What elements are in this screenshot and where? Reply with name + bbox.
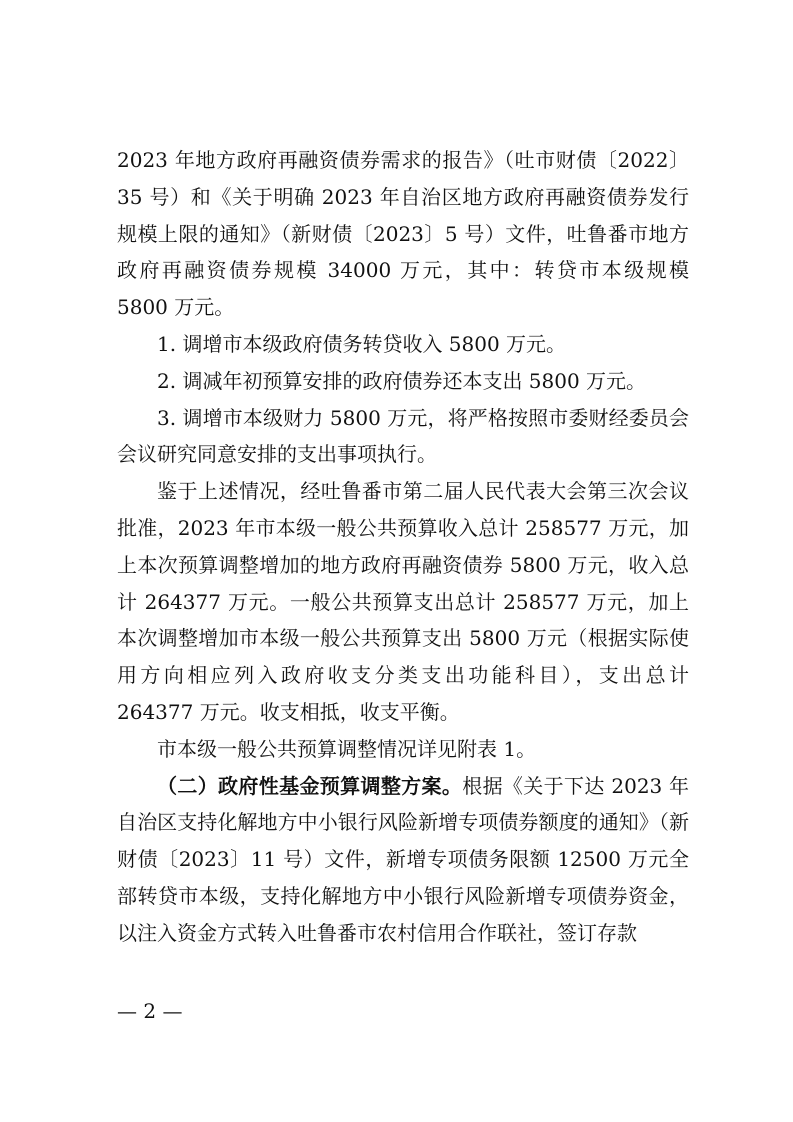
section-heading-body: 根据《关于下达 2023 年自治区支持化解地方中小银行风险新增专项债券额度的通知》（新财债〔2023〕11 号）文件，新增专项债务限额 12500 万元全部转贷市本级，支持化解地方中小银行风险新增专项债券资金，以注入资金方式转入吐鲁番市农村信用合作联社，签订存款	[117, 773, 689, 945]
paragraph-budget-summary: 鉴于上述情况，经吐鲁番市第二届人民代表大会第三次会议批准，2023 年市本级一般公共预算收入总计 258577 万元，加上本次预算调整增加的地方政府再融资债券 5800 万元，收入总计 264377 万元。一般公共预算支出总计 258577 万元，加上本次调整增加市本级一般公共预算支出 5800 万元（根据实际使用方向相应列入政府收支分类支出功能科目），支出总计 264377 万元。收支相抵，收支平衡。	[117, 479, 696, 724]
page-number: — 2 —	[117, 999, 183, 1023]
body-text	[117, 142, 696, 952]
paragraph-item-3: 3. 调增市本级财力 5800 万元，将严格按照市委财经委员会会议研究同意安排的支出事项执行。	[117, 405, 689, 467]
section-heading: （二）政府性基金预算调整方案。	[157, 773, 463, 798]
paragraph-fund-budget-section	[117, 768, 689, 952]
paragraph-item-1: 1. 调增市本级政府债务转贷收入 5800 万元。	[157, 331, 567, 356]
paragraph-appendix-reference: 市本级一般公共预算调整情况详见附表 1。	[157, 736, 537, 761]
paragraph-report-reference: 2023 年地方政府再融资债券需求的报告》（吐市财债〔2022〕35 号）和《关于明确 2023 年自治区地方政府再融资债券发行规模上限的通知》（新财债〔2023〕5 号）文件，吐鲁番市地方政府再融资债券规模 34000 万元，其中：转贷市本级规模 5800 万元。	[117, 148, 696, 320]
paragraph-item-2: 2. 调减年初预算安排的政府债券还本支出 5800 万元。	[157, 368, 647, 393]
